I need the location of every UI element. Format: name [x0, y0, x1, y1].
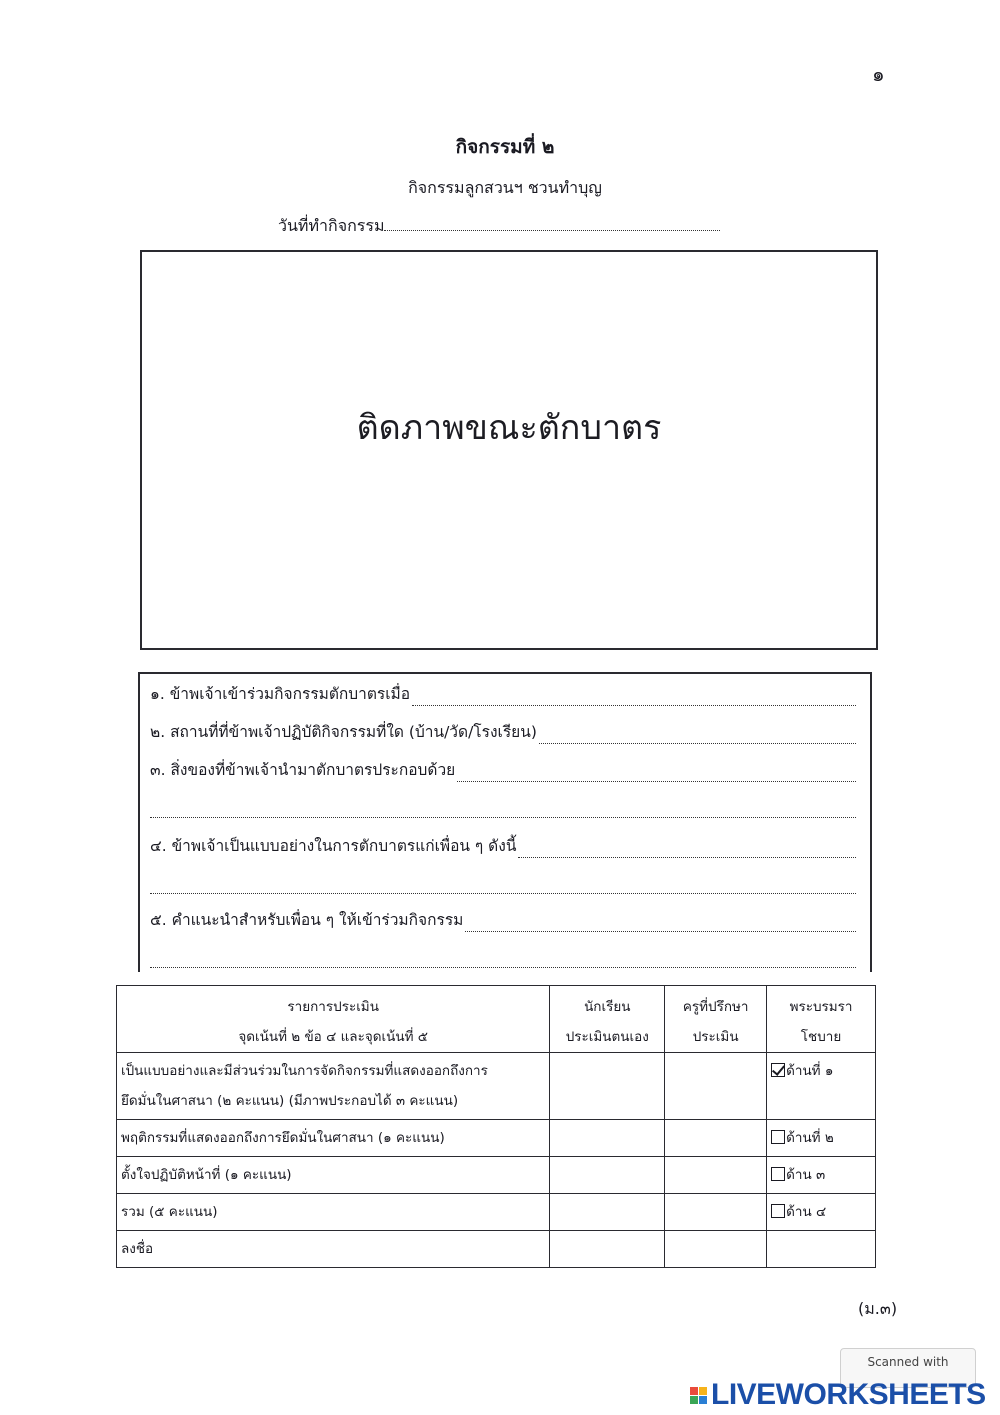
header-text: ประเมินตนเอง [565, 1029, 649, 1045]
questions-box [138, 672, 872, 972]
answer-line[interactable] [518, 842, 856, 858]
teacher-header [665, 986, 767, 1053]
header-text: จุดเน้นที่ ๒ ข้อ ๔ และจุดเน้นที่ ๕ [238, 1029, 428, 1045]
logo-square [699, 1387, 707, 1395]
royal-policy-cell [767, 1120, 876, 1157]
student-score-cell[interactable] [550, 1194, 665, 1231]
criteria-text: ตั้งใจปฏิบัติหน้าที่ (๑ คะแนน) [121, 1167, 292, 1183]
evaluation-table [116, 985, 876, 1268]
header-text: พระบรมรา [789, 999, 853, 1015]
question-row-1 [150, 682, 856, 706]
criteria-text: ยึดมั่นในศาสนา (๒ คะแนน) (มีภาพประกอบได้ ๓ คะแนน) [121, 1093, 459, 1109]
checkbox[interactable] [771, 1130, 785, 1144]
header-text: นักเรียน [584, 999, 631, 1015]
page-number: ๑ [872, 62, 885, 86]
royal-policy-label: ด้านที่ ๑ [786, 1063, 834, 1079]
criteria-text: รวม (๕ คะแนน) [121, 1204, 218, 1220]
table-row [117, 1157, 876, 1194]
signature-cell-royal[interactable] [767, 1231, 876, 1268]
teacher-score-cell[interactable] [665, 1053, 767, 1120]
question-text: ๒. สถานที่ที่ข้าพเจ้าปฏิบัติกิจกรรมที่ใด (บ้าน/วัด/โรงเรียน) [150, 723, 537, 741]
header-text: รายการประเมิน [287, 999, 379, 1015]
grade-level: (ม.๓) [858, 1299, 898, 1318]
checkbox-checked[interactable] [771, 1063, 785, 1077]
photo-box[interactable] [140, 250, 878, 650]
liveworksheets-logo [690, 1378, 986, 1412]
photo-box-label: ติดภาพขณะตักบาตร [356, 408, 662, 448]
royal-policy-cell [767, 1053, 876, 1120]
checkbox[interactable] [771, 1167, 785, 1181]
scanner-text: Scanned with [867, 1355, 949, 1369]
teacher-score-cell[interactable] [665, 1194, 767, 1231]
answer-continuation-row [150, 794, 856, 818]
brand-text: LIVEWORKSHEETS [711, 1378, 986, 1411]
criteria-text: พฤติกรรมที่แสดงออกถึงการยึดมั่นในศาสนา (๑ คะแนน) [121, 1130, 445, 1146]
signature-label: ลงชื่อ [121, 1241, 154, 1257]
question-row-5 [150, 908, 856, 932]
header-text: โชบาย [800, 1029, 842, 1045]
question-text: ๓. สิ่งของที่ข้าพเจ้านำมาตักบาตรประกอบด้วย [150, 761, 456, 779]
teacher-score-cell[interactable] [665, 1120, 767, 1157]
royal-policy-label: ด้านที่ ๒ [786, 1130, 834, 1146]
criteria-cell [117, 1157, 550, 1194]
question-row-3 [150, 758, 856, 782]
royal-policy-label: ด้าน ๔ [786, 1204, 827, 1220]
answer-line[interactable] [539, 728, 856, 744]
activity-subtitle: กิจกรรมลูกสวนฯ ชวนทำบุญ [408, 178, 602, 197]
student-score-cell[interactable] [550, 1120, 665, 1157]
table-header-row [117, 986, 876, 1053]
answer-line[interactable] [150, 952, 856, 968]
royal-policy-cell [767, 1157, 876, 1194]
question-text: ๔. ข้าพเจ้าเป็นแบบอย่างในการตักบาตรแก่เพื่อน ๆ ดังนี้ [150, 837, 517, 855]
student-header [550, 986, 665, 1053]
signature-cell-teacher[interactable] [665, 1231, 767, 1268]
checkbox[interactable] [771, 1204, 785, 1218]
logo-square [690, 1387, 698, 1395]
criteria-header [117, 986, 550, 1053]
table-row [117, 1053, 876, 1120]
logo-square [690, 1396, 698, 1404]
criteria-cell [117, 1053, 550, 1120]
answer-line[interactable] [457, 766, 856, 782]
teacher-score-cell[interactable] [665, 1157, 767, 1194]
activity-title: กิจกรรมที่ ๒ [455, 136, 555, 158]
header-text: ครูที่ปรึกษา [682, 999, 749, 1015]
signature-cell-student[interactable] [550, 1231, 665, 1268]
royal-policy-header [767, 986, 876, 1053]
logo-square [699, 1396, 707, 1404]
signature-cell [117, 1231, 550, 1268]
table-row [117, 1120, 876, 1157]
criteria-cell [117, 1120, 550, 1157]
royal-policy-label: ด้าน ๓ [786, 1167, 826, 1183]
royal-policy-cell [767, 1194, 876, 1231]
date-line [278, 214, 720, 239]
table-row [117, 1231, 876, 1268]
student-score-cell[interactable] [550, 1053, 665, 1120]
question-text: ๑. ข้าพเจ้าเข้าร่วมกิจกรรมตักบาตรเมื่อ [150, 685, 411, 703]
criteria-cell [117, 1194, 550, 1231]
date-input-line[interactable] [384, 217, 720, 231]
question-row-4 [150, 834, 856, 858]
question-row-2 [150, 720, 856, 744]
answer-line[interactable] [150, 802, 856, 818]
criteria-text: เป็นแบบอย่างและมีส่วนร่วมในการจัดกิจกรรมที่แสดงออกถึงการ [121, 1063, 488, 1079]
question-text: ๕. คำแนะนำสำหรับเพื่อน ๆ ให้เข้าร่วมกิจกรรม [150, 911, 464, 929]
student-score-cell[interactable] [550, 1157, 665, 1194]
answer-line[interactable] [150, 878, 856, 894]
answer-continuation-row [150, 870, 856, 894]
header-text: ประเมิน [692, 1029, 739, 1045]
answer-continuation-row [150, 944, 856, 968]
answer-line[interactable] [465, 916, 856, 932]
liveworksheets-icon [690, 1387, 707, 1404]
date-label: วันที่ทำกิจกรรม [278, 216, 385, 235]
answer-line[interactable] [412, 690, 856, 706]
table-row [117, 1194, 876, 1231]
